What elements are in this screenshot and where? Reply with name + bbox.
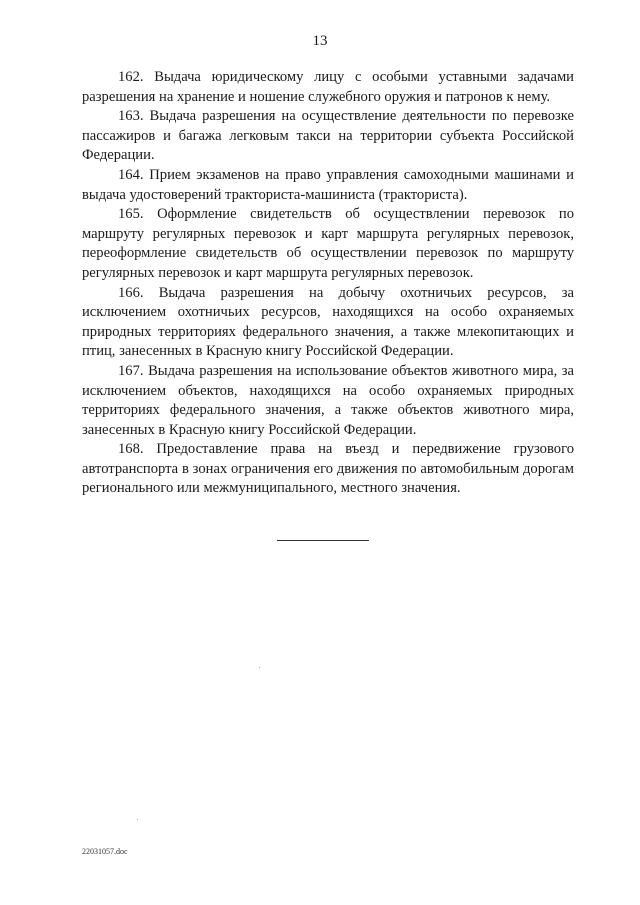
- list-item-163: 163. Выдача разрешения на осуществление деятельности по перевозке пассажиров и багажа легковым такси на территории субъекта Российской Федерации.: [82, 108, 574, 164]
- document-body: [82, 68, 574, 499]
- list-item-165: 165. Оформление свидетельств об осуществлении перевозок по маршруту регулярных перевозок и карт маршрута регулярных перевозок, переоформление свидетельств об осуществлении перевозок по маршруту регулярных перевозок и карт маршрута регулярных перевозок.: [82, 206, 574, 281]
- end-separator-line: [277, 540, 369, 541]
- list-item-167: 167. Выдача разрешения на использование объектов животного мира, за исключением объектов, находящихся на особо охраняемых природных территориях федерального значения, а также объектов животного мира, занесенных в Красную книгу Российской Федерации.: [82, 362, 574, 438]
- list-item-168: 168. Предоставление права на въезд и передвижение грузового автотранспорта в зонах ограничения его движения по автомобильным дорогам регионального или межмуниципального, местного значения.: [82, 441, 574, 497]
- page-number: 13: [312, 33, 328, 49]
- scan-speck: [259, 667, 260, 668]
- list-item-162: 162. Выдача юридическому лицу с особыми уставными задачами разрешения на хранение и ношение служебного оружия и патронов к нему.: [82, 69, 574, 105]
- list-item-166: 166. Выдача разрешения на добычу охотничьих ресурсов, за исключением охотничьих ресурсов, находящихся на особо охраняемых природных территориях федерального значения, а также млекопитающих и птиц, занесенных в Красную книгу Российской Федерации.: [82, 284, 574, 360]
- footer-file-name: 22031057.doc: [82, 847, 128, 856]
- list-item-164: 164. Прием экзаменов на право управления самоходными машинами и выдача удостоверений тракториста-машиниста (тракториста).: [82, 166, 574, 203]
- scan-speck: [137, 819, 138, 820]
